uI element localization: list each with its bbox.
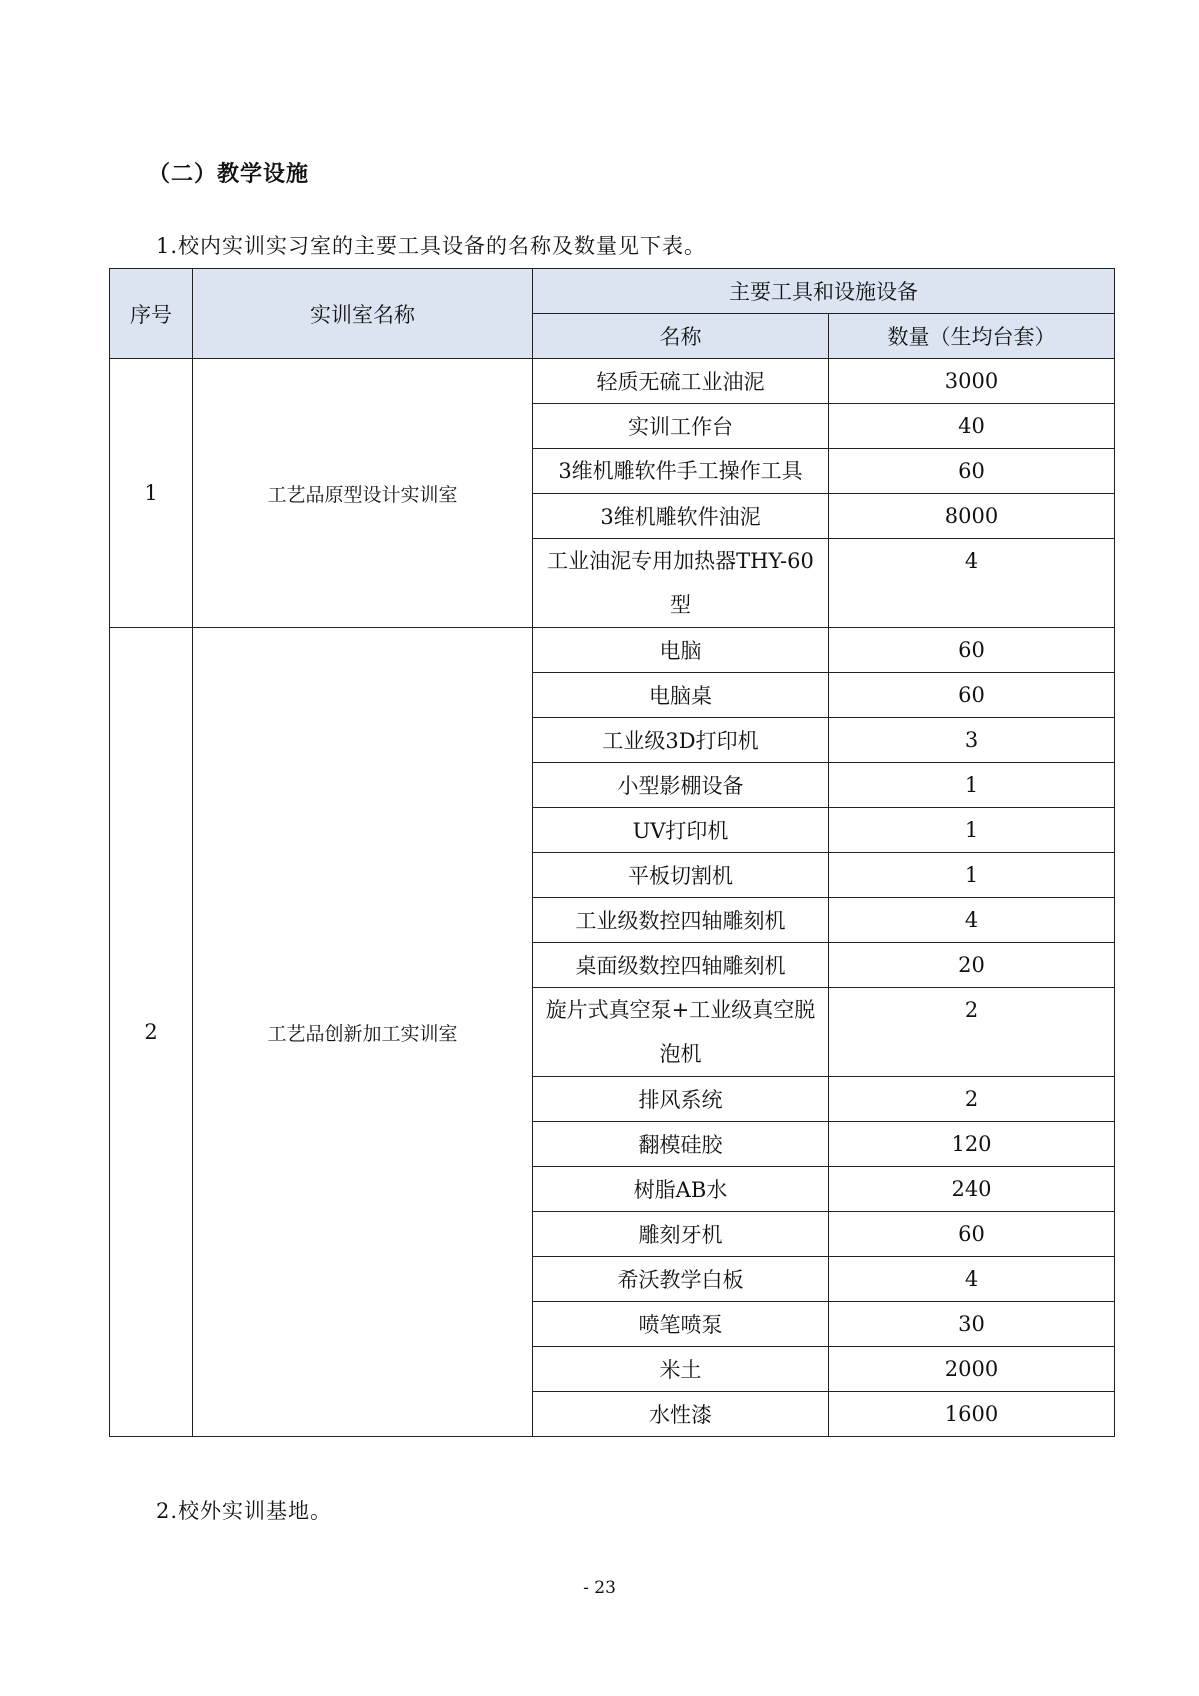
item-name: 轻质无硫工业油泥 (533, 359, 829, 404)
item-name: 水性漆 (533, 1392, 829, 1437)
item-name: 排风系统 (533, 1077, 829, 1122)
page-number: - 23 (583, 1578, 616, 1598)
item-quantity: 3000 (829, 359, 1115, 404)
item-name: 工业级数控四轴雕刻机 (533, 898, 829, 943)
item-quantity: 2000 (829, 1347, 1115, 1392)
room-index: 2 (110, 628, 193, 1437)
item-quantity: 30 (829, 1302, 1115, 1347)
item-name: 平板切割机 (533, 853, 829, 898)
room-name: 工艺品创新加工实训室 (193, 628, 533, 1437)
item-quantity: 1600 (829, 1392, 1115, 1437)
item-name: 树脂AB水 (533, 1167, 829, 1212)
item-name: UV打印机 (533, 808, 829, 853)
header-equipment-group: 主要工具和设施设备 (533, 269, 1115, 314)
item-quantity: 240 (829, 1167, 1115, 1212)
header-index: 序号 (110, 269, 193, 359)
item-name: 翻模硅胶 (533, 1122, 829, 1167)
item-quantity: 4 (829, 1257, 1115, 1302)
item-quantity: 120 (829, 1122, 1115, 1167)
header-item-quantity: 数量（生均台套） (829, 314, 1115, 359)
table-row (110, 359, 1115, 404)
item-name: 实训工作台 (533, 404, 829, 449)
item-name: 工业级3D打印机 (533, 718, 829, 763)
section-heading: （二）教学设施 (148, 162, 310, 187)
facilities-table (109, 268, 1115, 1437)
item-quantity: 1 (829, 763, 1115, 808)
table-row (110, 628, 1115, 673)
item-quantity: 2 (829, 1077, 1115, 1122)
item-quantity: 40 (829, 404, 1115, 449)
room-index: 1 (110, 359, 193, 628)
item-quantity: 4 (829, 898, 1115, 943)
item-name: 旋片式真空泵+工业级真空脱泡机 (533, 988, 829, 1077)
item-name: 喷笔喷泵 (533, 1302, 829, 1347)
header-item-name: 名称 (533, 314, 829, 359)
item-quantity: 1 (829, 808, 1115, 853)
item-name: 桌面级数控四轴雕刻机 (533, 943, 829, 988)
outro-paragraph: 2.校外实训基地。 (156, 1499, 333, 1523)
item-quantity: 2 (829, 988, 1115, 1077)
item-quantity: 4 (829, 539, 1115, 628)
intro-paragraph: 1.校内实训实习室的主要工具设备的名称及数量见下表。 (156, 234, 707, 258)
room-name: 工艺品原型设计实训室 (193, 359, 533, 628)
item-name: 小型影棚设备 (533, 763, 829, 808)
item-quantity: 20 (829, 943, 1115, 988)
item-name: 电脑桌 (533, 673, 829, 718)
item-name: 希沃教学白板 (533, 1257, 829, 1302)
item-name: 米土 (533, 1347, 829, 1392)
item-name: 电脑 (533, 628, 829, 673)
item-quantity: 1 (829, 853, 1115, 898)
item-quantity: 8000 (829, 494, 1115, 539)
item-name: 雕刻牙机 (533, 1212, 829, 1257)
item-quantity: 3 (829, 718, 1115, 763)
item-quantity: 60 (829, 449, 1115, 494)
item-quantity: 60 (829, 628, 1115, 673)
item-name: 工业油泥专用加热器THY-60型 (533, 539, 829, 628)
item-quantity: 60 (829, 1212, 1115, 1257)
item-name: 3维机雕软件手工操作工具 (533, 449, 829, 494)
item-quantity: 60 (829, 673, 1115, 718)
item-name: 3维机雕软件油泥 (533, 494, 829, 539)
header-room-name: 实训室名称 (193, 269, 533, 359)
